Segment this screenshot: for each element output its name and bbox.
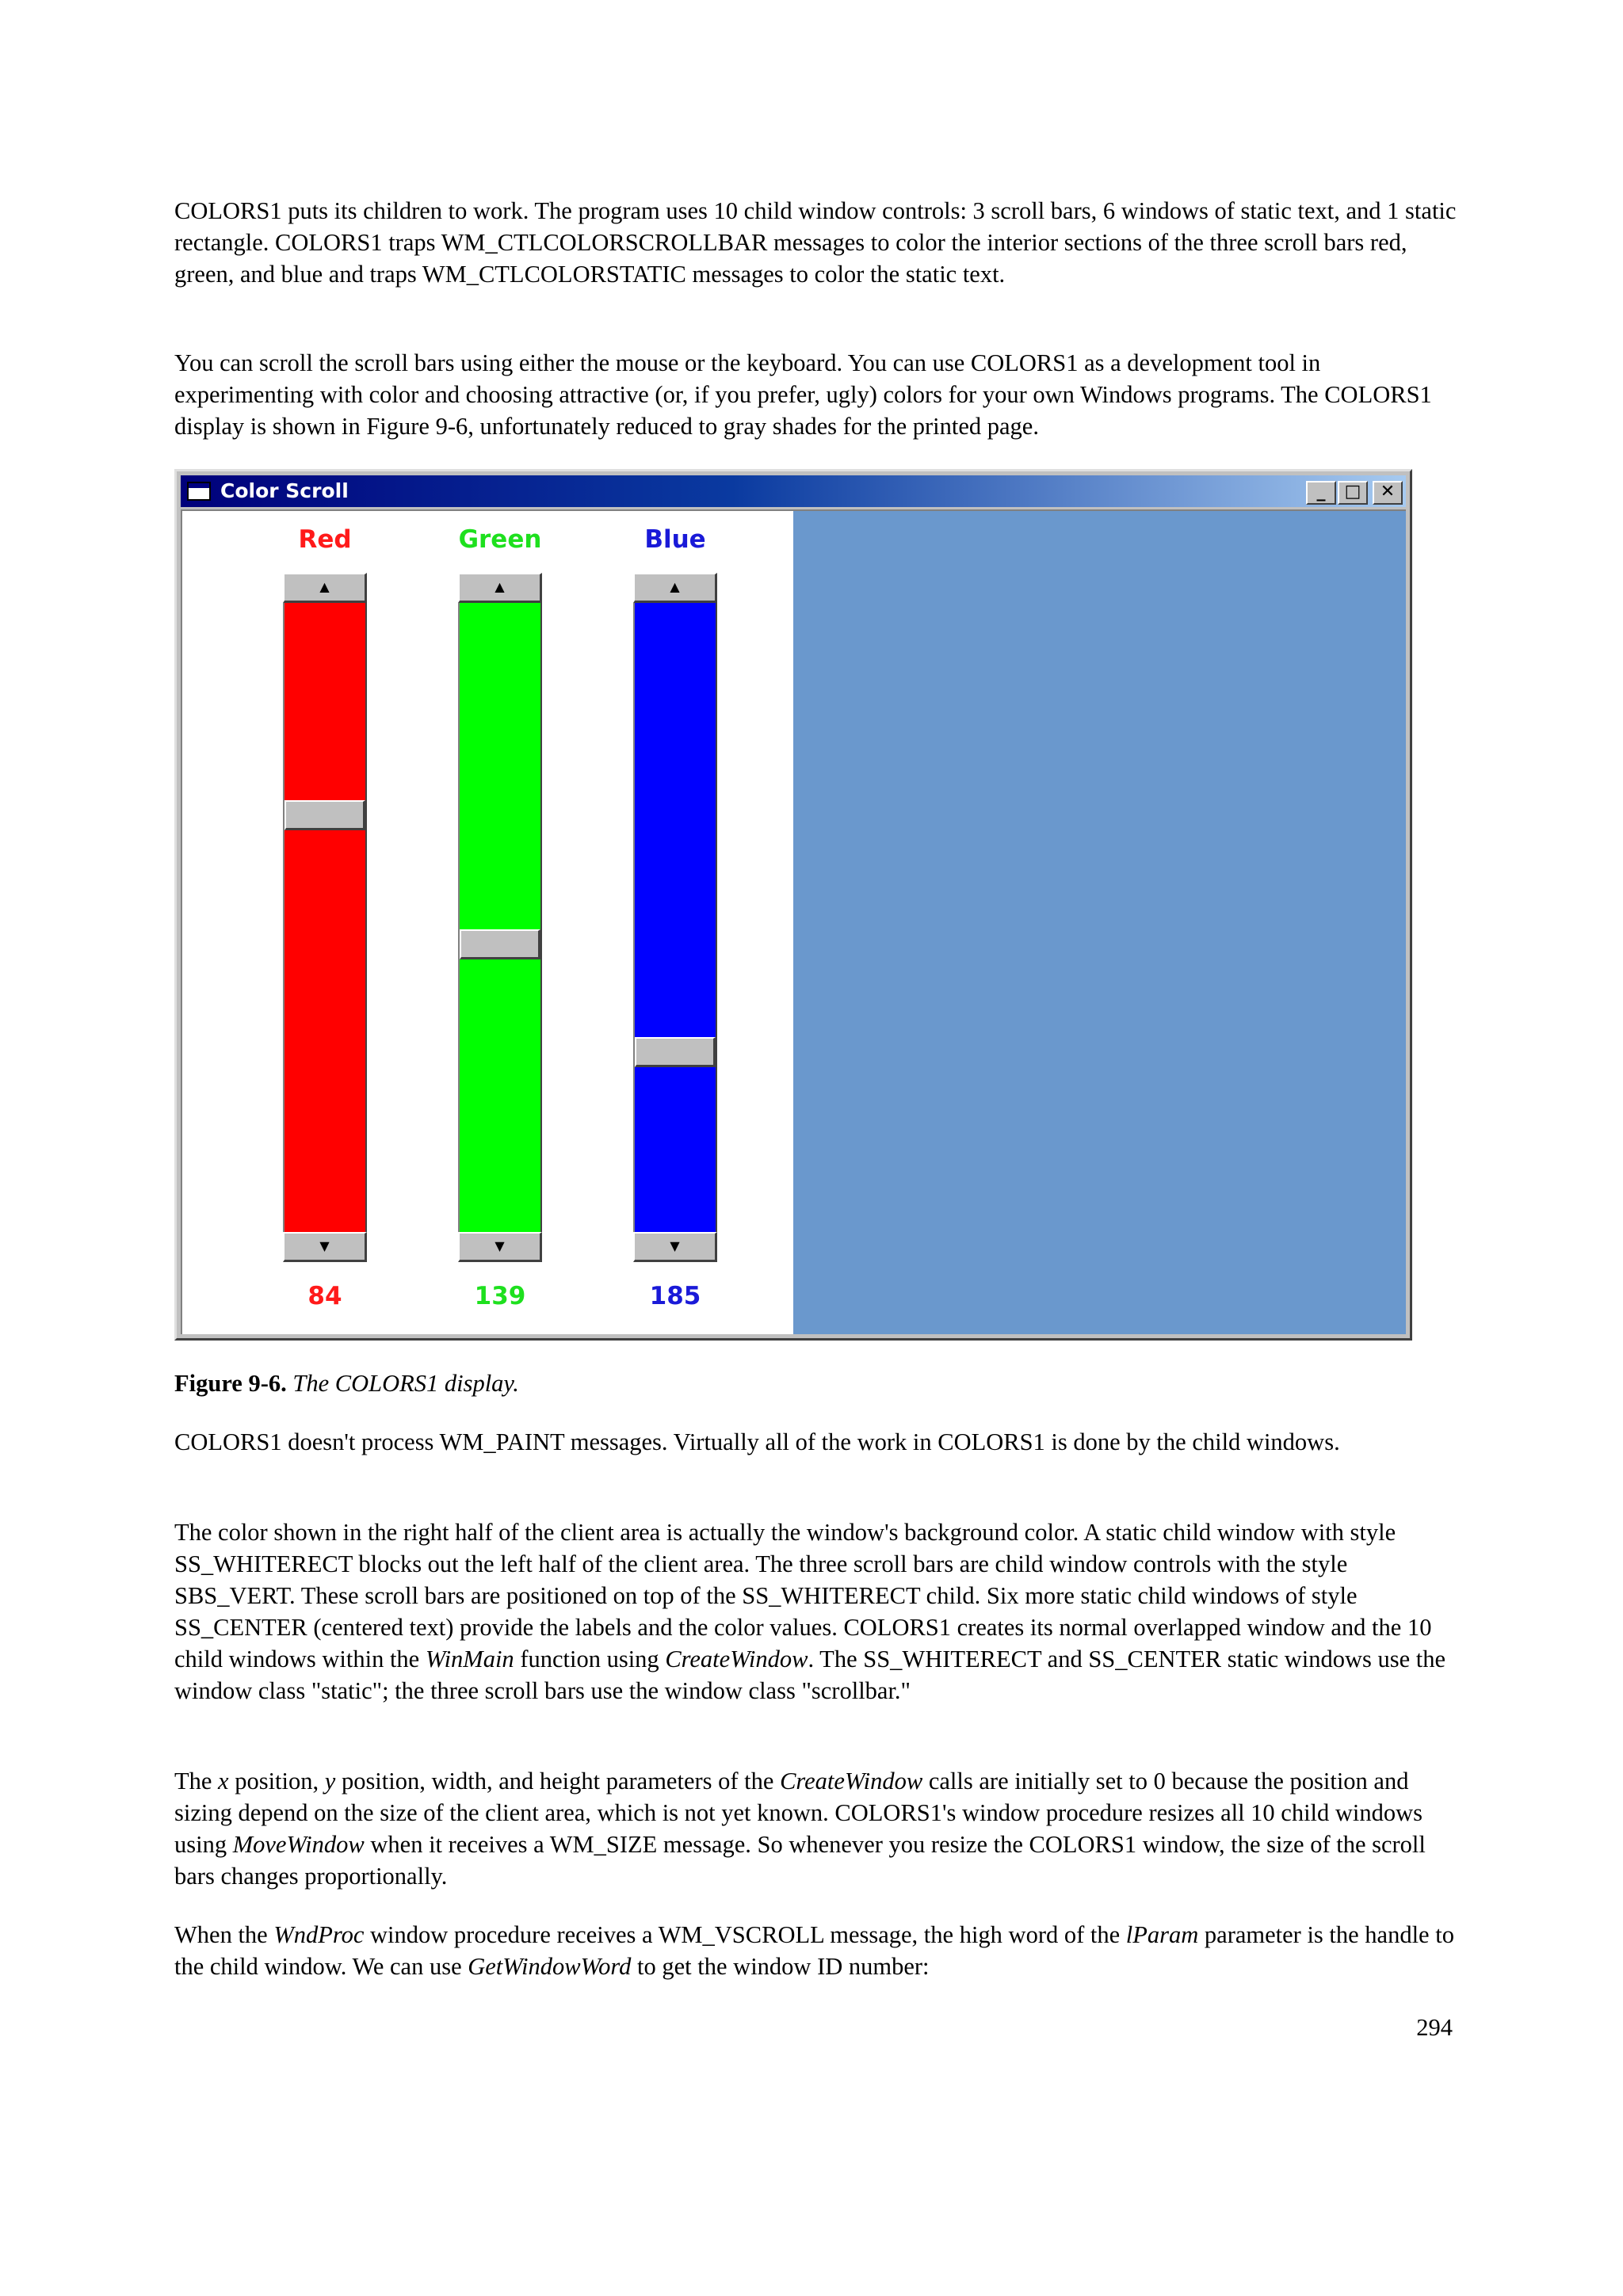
code-term: CreateWindow [780, 1768, 923, 1794]
paragraph-vscroll [174, 1919, 1458, 1982]
paragraph-sizing [174, 1765, 1458, 1892]
code-term: x [218, 1768, 229, 1794]
scroll-down-arrow-icon[interactable]: ▼ [633, 1232, 717, 1262]
value-red: 84 [307, 1282, 342, 1310]
scroll-up-arrow-icon[interactable]: ▲ [283, 573, 367, 603]
scrollbar-green[interactable] [458, 573, 542, 1262]
scrollbar-thumb-blue[interactable] [635, 1037, 716, 1067]
text-run: position, width, and height parameters of the [335, 1768, 781, 1794]
page-number: 294 [1416, 2014, 1453, 2041]
text-run: parameter is the handle to the child window. We can use [174, 1921, 1454, 1980]
scrollbar-track-green[interactable] [458, 603, 542, 1232]
paragraph-paint: COLORS1 doesn't process WM_PAINT messages. Virtually all of the work in COLORS1 is done by the child windows. [174, 1428, 1340, 1455]
color-scroll-window [174, 469, 1412, 1341]
white-rect-static [182, 511, 793, 1334]
text-run: when it receives a WM_SIZE message. So whenever you resize the COLORS1 window, the size of the scroll bars changes proportionally. [174, 1831, 1426, 1890]
window-system-icon[interactable] [187, 482, 211, 501]
value-green: 139 [474, 1282, 526, 1310]
title-bar[interactable] [181, 475, 1406, 507]
maximize-button[interactable]: □ [1338, 481, 1368, 505]
paragraph-usage: You can scroll the scroll bars using either the mouse or the keyboard. You can use COLORS1 as a development tool in experimenting with color and choosing attractive (or, if you prefer, ugly) colors for your own Windows programs. The COLORS1 display is shown in Figure 9-6, unfortunately reduced to gray shades for the printed page. [174, 349, 1432, 440]
code-term: WndProc [273, 1921, 365, 1948]
scrollbar-track-blue[interactable] [633, 603, 717, 1232]
code-term: WinMain [425, 1646, 514, 1672]
scroll-up-arrow-icon[interactable]: ▲ [633, 573, 717, 603]
minimize-button[interactable]: _ [1306, 481, 1336, 505]
text-run: to get the window ID number: [631, 1953, 930, 1980]
scroll-down-arrow-icon[interactable]: ▼ [458, 1232, 542, 1262]
text-run: . The SS_WHITERECT and SS_CENTER static windows use the window class "static"; the three scroll bars use the window class "scrollbar." [174, 1646, 1446, 1704]
code-term: CreateWindow [665, 1646, 808, 1672]
code-term: GetWindowWord [468, 1953, 632, 1980]
paragraph-background [174, 1516, 1458, 1707]
label-blue: Blue [644, 525, 706, 554]
text-run: When the [174, 1921, 274, 1948]
window-title: Color Scroll [220, 479, 349, 502]
close-button[interactable]: ✕ [1373, 481, 1403, 505]
scrollbar-thumb-red[interactable] [285, 800, 365, 830]
client-area [181, 509, 1406, 1334]
figure-caption [174, 1367, 519, 1399]
text-run: position, [228, 1768, 325, 1794]
scrollbar-track-red[interactable] [283, 603, 367, 1232]
scroll-up-arrow-icon[interactable]: ▲ [458, 573, 542, 603]
text-run: The color shown in the right half of the client area is actually the window's background color. A static child window with style SS_WHITERECT blocks out the left half of the client area. The three scroll bars are child window controls with the style SBS_VERT. These scroll bars are positioned on top of the SS_WHITERECT child. Six more static child windows of style SS_CENTER (centered text) provide the labels and the color values. COLORS1 creates its normal overlapped window and the 10 child windows within the [174, 1519, 1432, 1672]
paragraph-intro: COLORS1 puts its children to work. The program uses 10 child window controls: 3 scroll bars, 6 windows of static text, and 1 static rectangle. COLORS1 traps WM_CTLCOLORSCROLLBAR messages to color the interior sections of the three scroll bars red, green, and blue and traps WM_CTLCOLORSTATIC messages to color the static text. [174, 197, 1457, 288]
scrollbar-thumb-green[interactable] [460, 929, 540, 959]
code-term: lParam [1125, 1921, 1199, 1948]
scroll-down-arrow-icon[interactable]: ▼ [283, 1232, 367, 1262]
text-run: calls are initially set to 0 because the position and sizing depend on the size of the client area, which is not yet known. COLORS1's window procedure resizes all 10 child windows using [174, 1768, 1423, 1858]
figure-caption-label: Figure 9-6. [174, 1370, 287, 1397]
label-green: Green [458, 525, 542, 554]
figure-caption-text: The COLORS1 display. [292, 1370, 519, 1397]
label-red: Red [298, 525, 352, 554]
code-term: MoveWindow [232, 1831, 365, 1858]
code-term: y [324, 1768, 336, 1794]
value-blue: 185 [649, 1282, 701, 1310]
scrollbar-blue[interactable] [633, 573, 717, 1262]
text-run: function using [514, 1646, 666, 1672]
text-run: window procedure receives a WM_VSCROLL message, the high word of the [364, 1921, 1126, 1948]
text-run: The [174, 1768, 219, 1794]
scrollbar-red[interactable] [283, 573, 367, 1262]
